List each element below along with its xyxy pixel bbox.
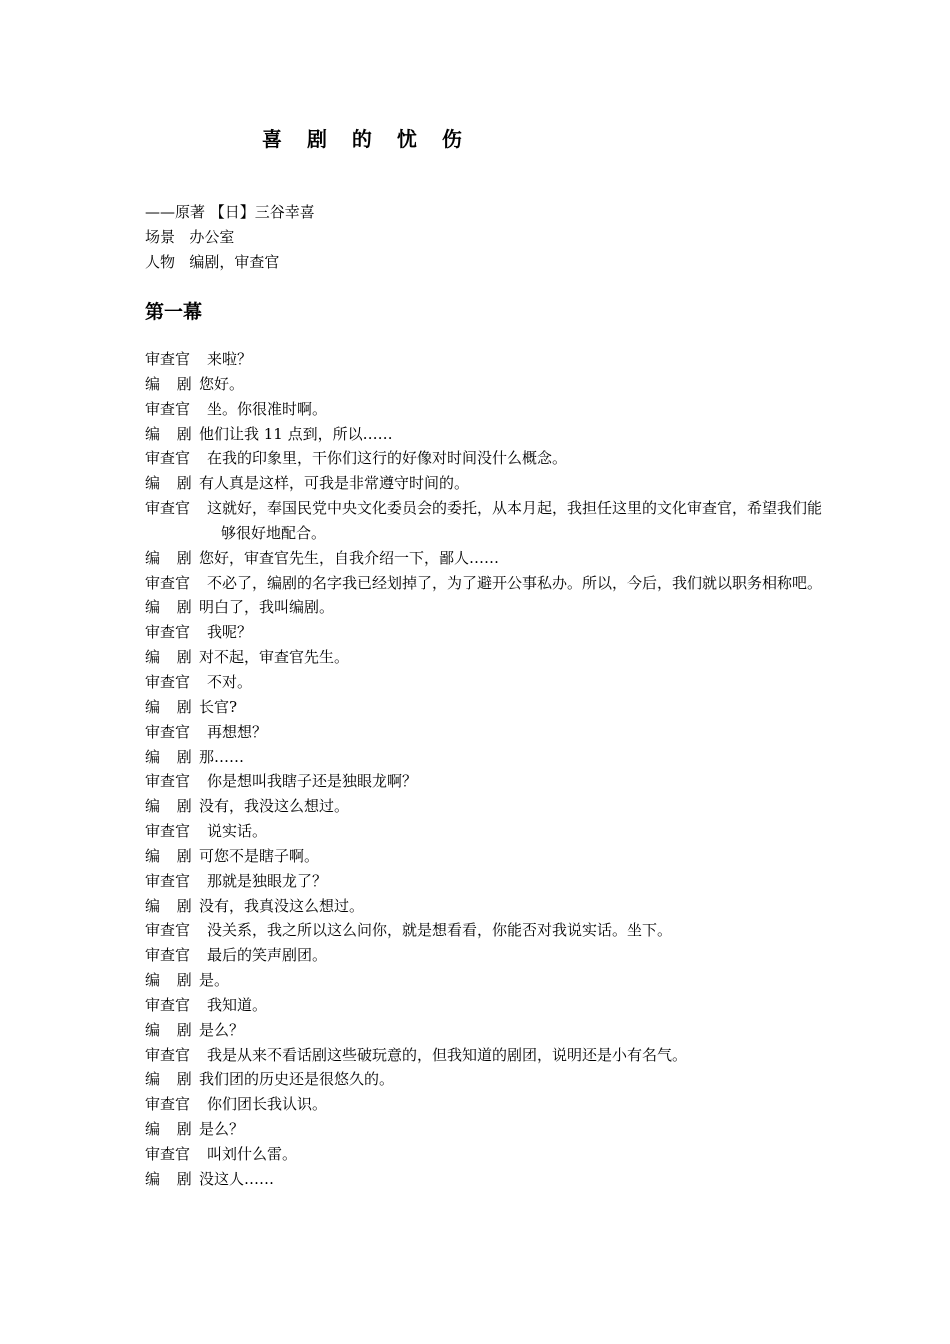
speaker-name: 编 剧 [145,424,198,443]
speaker-name: 审查官 [145,1045,191,1064]
dialogue-line [145,571,825,596]
line-text: 你们团长我认识。 [207,1095,328,1114]
dialogue-line [145,471,825,496]
line-text: 可您不是瞎子啊。 [199,846,320,865]
scene-value: 办公室 [189,228,235,246]
dialogue-line [145,1018,825,1043]
line-text: 那就是独眼龙了？ [207,871,328,890]
dialogue-line [145,422,825,447]
line-text: 再想想？ [207,722,268,741]
speaker-name: 审查官 [145,672,191,691]
line-text: 你是想叫我瞎子还是独眼龙啊？ [207,772,418,791]
speaker-name: 审查官 [145,946,191,965]
play-info [145,200,315,275]
dialogue-line [145,595,825,620]
line-text: 我们团的历史还是很悠久的。 [199,1070,395,1089]
dialogue-line [145,1142,825,1167]
line-text: 叫刘什么雷。 [207,1145,298,1163]
dialogue-line [145,720,825,745]
dialogue-line [145,993,825,1018]
dialogue-line [145,844,825,869]
speaker-name: 审查官 [145,871,191,890]
speaker-name: 审查官 [145,1145,191,1163]
dialogue-line [145,745,825,770]
line-text: 我是从来不看话剧这些破玩意的，但我知道的剧团，说明还是小有名气。 [207,1045,688,1064]
speaker-name: 审查官 [145,722,191,741]
characters-value: 编剧，审查官 [189,253,280,271]
line-text: 不必了，编剧的名字我已经划掉了，为了避开公事私办。所以，今后，我们就以职务相称吧。 [207,573,823,592]
line-text: 明白了，我叫编剧。 [199,598,335,617]
dialogue-line [145,546,825,571]
line-text: 您好。 [199,374,245,393]
line-text: 没有，我没这么想过。 [199,797,350,816]
speaker-name: 审查官 [145,772,191,791]
speaker-name: 审查官 [145,399,191,418]
scene-label: 场景 [145,228,176,246]
line-text: 那…… [199,747,245,766]
document-title: 喜 剧 的 忧 伤 [262,127,471,151]
credit-line: ——原著 【日】三谷幸喜 [145,203,315,221]
speaker-name: 审查官 [145,822,191,841]
line-text: 是么？ [199,1020,245,1039]
line-text: 坐。你很准时啊。 [207,399,328,418]
speaker-name: 审查官 [145,350,191,368]
dialogue-line [145,968,825,993]
line-text: 我呢？ [207,623,253,642]
speaker-name: 编 剧 [145,846,198,865]
speaker-name: 编 剧 [145,747,198,766]
line-text: 是么？ [199,1120,245,1139]
dialogue-line [145,794,825,819]
speaker-name: 编 剧 [145,1070,198,1089]
dialogue-line [145,620,825,645]
speaker-name: 编 剧 [145,971,198,990]
dialogue-line [145,1043,825,1068]
dialogue-line [145,372,825,397]
line-text: 长官? [199,697,238,716]
characters-label: 人物 [145,253,176,271]
act-heading: 第一幕 [145,301,203,323]
scene-line [145,225,315,250]
dialogue-line [145,1067,825,1092]
dialogue-line [145,894,825,919]
speaker-name: 审查官 [145,573,191,592]
speaker-name: 编 剧 [145,548,198,567]
dialogue-line [145,695,825,720]
dialogue-body [145,347,825,1192]
dialogue-line [145,496,825,546]
dialogue-line [145,347,825,372]
line-text: 是。 [199,971,230,990]
dialogue-line [145,819,825,844]
line-text: 来啦？ [207,350,253,368]
dialogue-line [145,446,825,471]
dialogue-line [145,943,825,968]
line-text: 没有，我真没这么想过。 [199,896,365,915]
dialogue-line [145,645,825,670]
dialogue-line [145,397,825,422]
dialogue-line [145,1117,825,1142]
speaker-name: 编 剧 [145,598,198,617]
line-text: 对不起，审查官先生。 [199,648,350,667]
dialogue-line [145,769,825,794]
speaker-name: 审查官 [145,499,191,518]
line-text: 我知道。 [207,995,268,1014]
line-text: 不对。 [207,672,253,691]
speaker-name: 编 剧 [145,1120,198,1139]
speaker-name: 编 剧 [145,1169,198,1188]
dialogue-line [145,1167,825,1192]
speaker-name: 编 剧 [145,474,198,493]
line-text: 没这人…… [199,1169,275,1188]
dialogue-line [145,1092,825,1117]
line-text: 说实话。 [207,822,268,841]
dialogue-line [145,670,825,695]
speaker-name: 审查官 [145,995,191,1014]
characters-line [145,250,315,275]
line-text: 在我的印象里，干你们这行的好像对时间没什么概念。 [207,449,568,468]
speaker-name: 审查官 [145,921,191,940]
speaker-name: 编 剧 [145,648,198,667]
speaker-name: 审查官 [145,449,191,468]
speaker-name: 编 剧 [145,896,198,915]
speaker-name: 审查官 [145,1095,191,1114]
speaker-name: 编 剧 [145,374,198,393]
line-text: 有人真是这样，可我是非常遵守时间的。 [199,474,470,493]
speaker-name: 审查官 [145,623,191,642]
line-text: 这就好，奉国民党中央文化委员会的委托，从本月起，我担任这里的文化审查官，希望我们能够很好地配合。 [207,499,823,542]
speaker-name: 编 剧 [145,797,198,816]
speaker-name: 编 剧 [145,1020,198,1039]
line-text: 您好，审查官先生，自我介绍一下，鄙人…… [199,548,500,567]
line-text: 他们让我 11 点到，所以…… [199,424,393,443]
line-text: 最后的笑声剧团。 [207,946,328,965]
speaker-name: 编 剧 [145,697,198,716]
dialogue-line [145,918,825,943]
dialogue-line [145,869,825,894]
line-text: 没关系，我之所以这么问你，就是想看看，你能否对我说实话。坐下。 [207,921,673,940]
